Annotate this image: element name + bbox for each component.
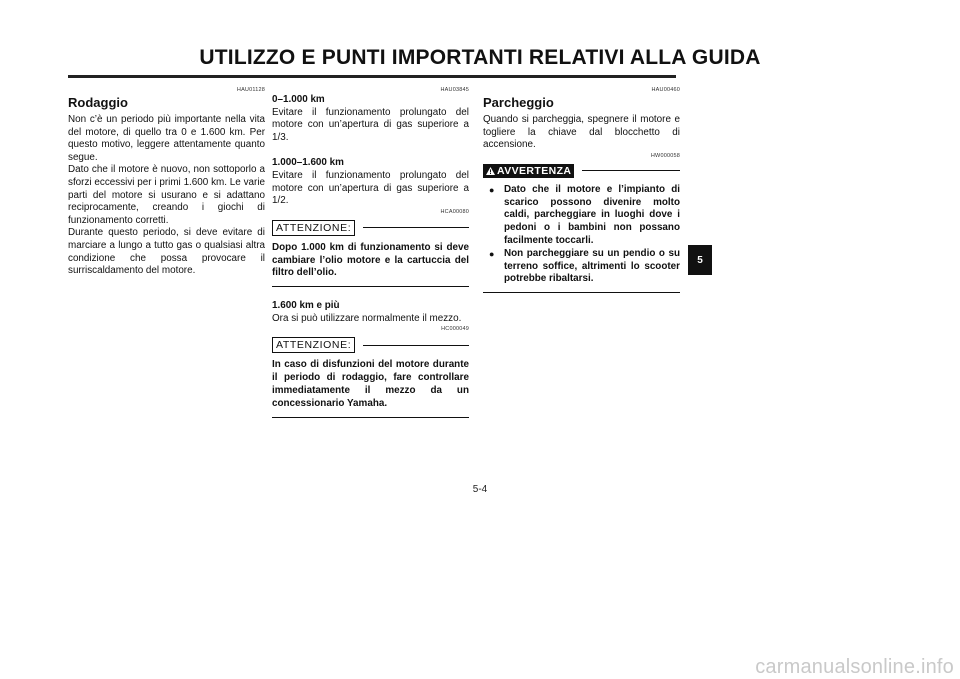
title-rule [68, 75, 676, 78]
bullet-icon: ● [489, 248, 495, 259]
warning-list [483, 184, 680, 286]
reference-code: HCA00080 [440, 208, 469, 215]
reference-code: HW000058 [650, 152, 680, 159]
list-item-text: Non parcheggiare su un pendio o su terreno soffice, altrimenti lo scooter potrebbe ribaltarsi. [504, 247, 680, 285]
caution-header [272, 220, 469, 236]
caution-header [272, 337, 469, 353]
section-heading: Rodaggio [68, 95, 128, 110]
column-rodaggio [68, 86, 265, 278]
caution-text: Dopo 1.000 km di funzionamento si deve cambiare l’olio motore e la cartuccia del filtro dell’olio. [272, 241, 469, 279]
list-item [483, 248, 680, 286]
warning-header [483, 164, 680, 178]
reference-code: HAU01128 [236, 87, 265, 93]
caution-rule [363, 345, 469, 346]
paragraph: Non c’è un periodo più importante nella vita del motore, di quello tra 0 e 1.600 km. Per questo motivo, leggere attentamente quanto segue. [68, 114, 265, 163]
reference-code: HAU00460 [651, 87, 680, 93]
caution-rule [363, 227, 469, 228]
caution-text: In caso di disfunzioni del motore durante il periodo di rodaggio, fare controllare immediatamente il mezzo da un concessionario Yamaha. [272, 359, 469, 409]
warning-label-box [483, 164, 574, 178]
chapter-tab: 5 [688, 245, 712, 275]
paragraph: Durante questo periodo, si deve evitare di marciare a lungo a tutto gas o qualsiasi altra condizione che possa provocare il surriscaldamento del motore. [68, 227, 265, 277]
column-break-in-schedule [272, 86, 469, 418]
list-item [483, 184, 680, 248]
caution-label: ATTENZIONE: [272, 220, 355, 236]
subheading: 1.600 km e più [272, 300, 340, 312]
paragraph: Evitare il funzionamento prolungato del motore con un’apertura di gas superiore a 1/2. [272, 169, 469, 207]
page-number: 5-4 [472, 484, 488, 495]
reference-code: HC000049 [441, 326, 469, 333]
caution-label: ATTENZIONE: [272, 337, 355, 353]
paragraph: Evitare il funzionamento prolungato del motore con un’apertura di gas superiore a 1/3. [272, 106, 469, 143]
subheading: 1.000–1.600 km [272, 157, 344, 169]
warning-rule [582, 170, 680, 171]
warning-end-rule [483, 292, 680, 293]
paragraph: Quando si parcheggia, spegnere il motore e togliere la chiave dal blocchetto di accensione. [483, 114, 680, 151]
bullet-icon: ● [489, 184, 495, 195]
warning-label: AVVERTENZA [497, 164, 572, 177]
paragraph: Dato che il motore è nuovo, non sottoporlo a sforzi eccessivi per i primi 1.600 km. Le varie parti del motore si usurano e si adattano reciprocamente, creando i giochi di funzionamento corretti. [68, 164, 265, 226]
column-parcheggio [483, 86, 680, 293]
subheading: 0–1.000 km [272, 94, 325, 105]
paragraph: Ora si può utilizzare normalmente il mezzo. [272, 312, 462, 324]
caution-end-rule [272, 417, 469, 418]
section-heading: Parcheggio [483, 95, 554, 110]
warning-triangle-icon [486, 167, 495, 175]
list-item-text: Dato che il motore e l’impianto di scarico possono divenire molto caldi, parcheggiare in luoghi dove i pedoni o i bambini non possano facilmente toccarli. [504, 183, 680, 246]
reference-code: HAU03845 [440, 87, 469, 93]
watermark: carmanualsonline.info [755, 656, 954, 678]
page-title: UTILIZZO E PUNTI IMPORTANTI RELATIVI ALLA GUIDA [199, 46, 761, 69]
